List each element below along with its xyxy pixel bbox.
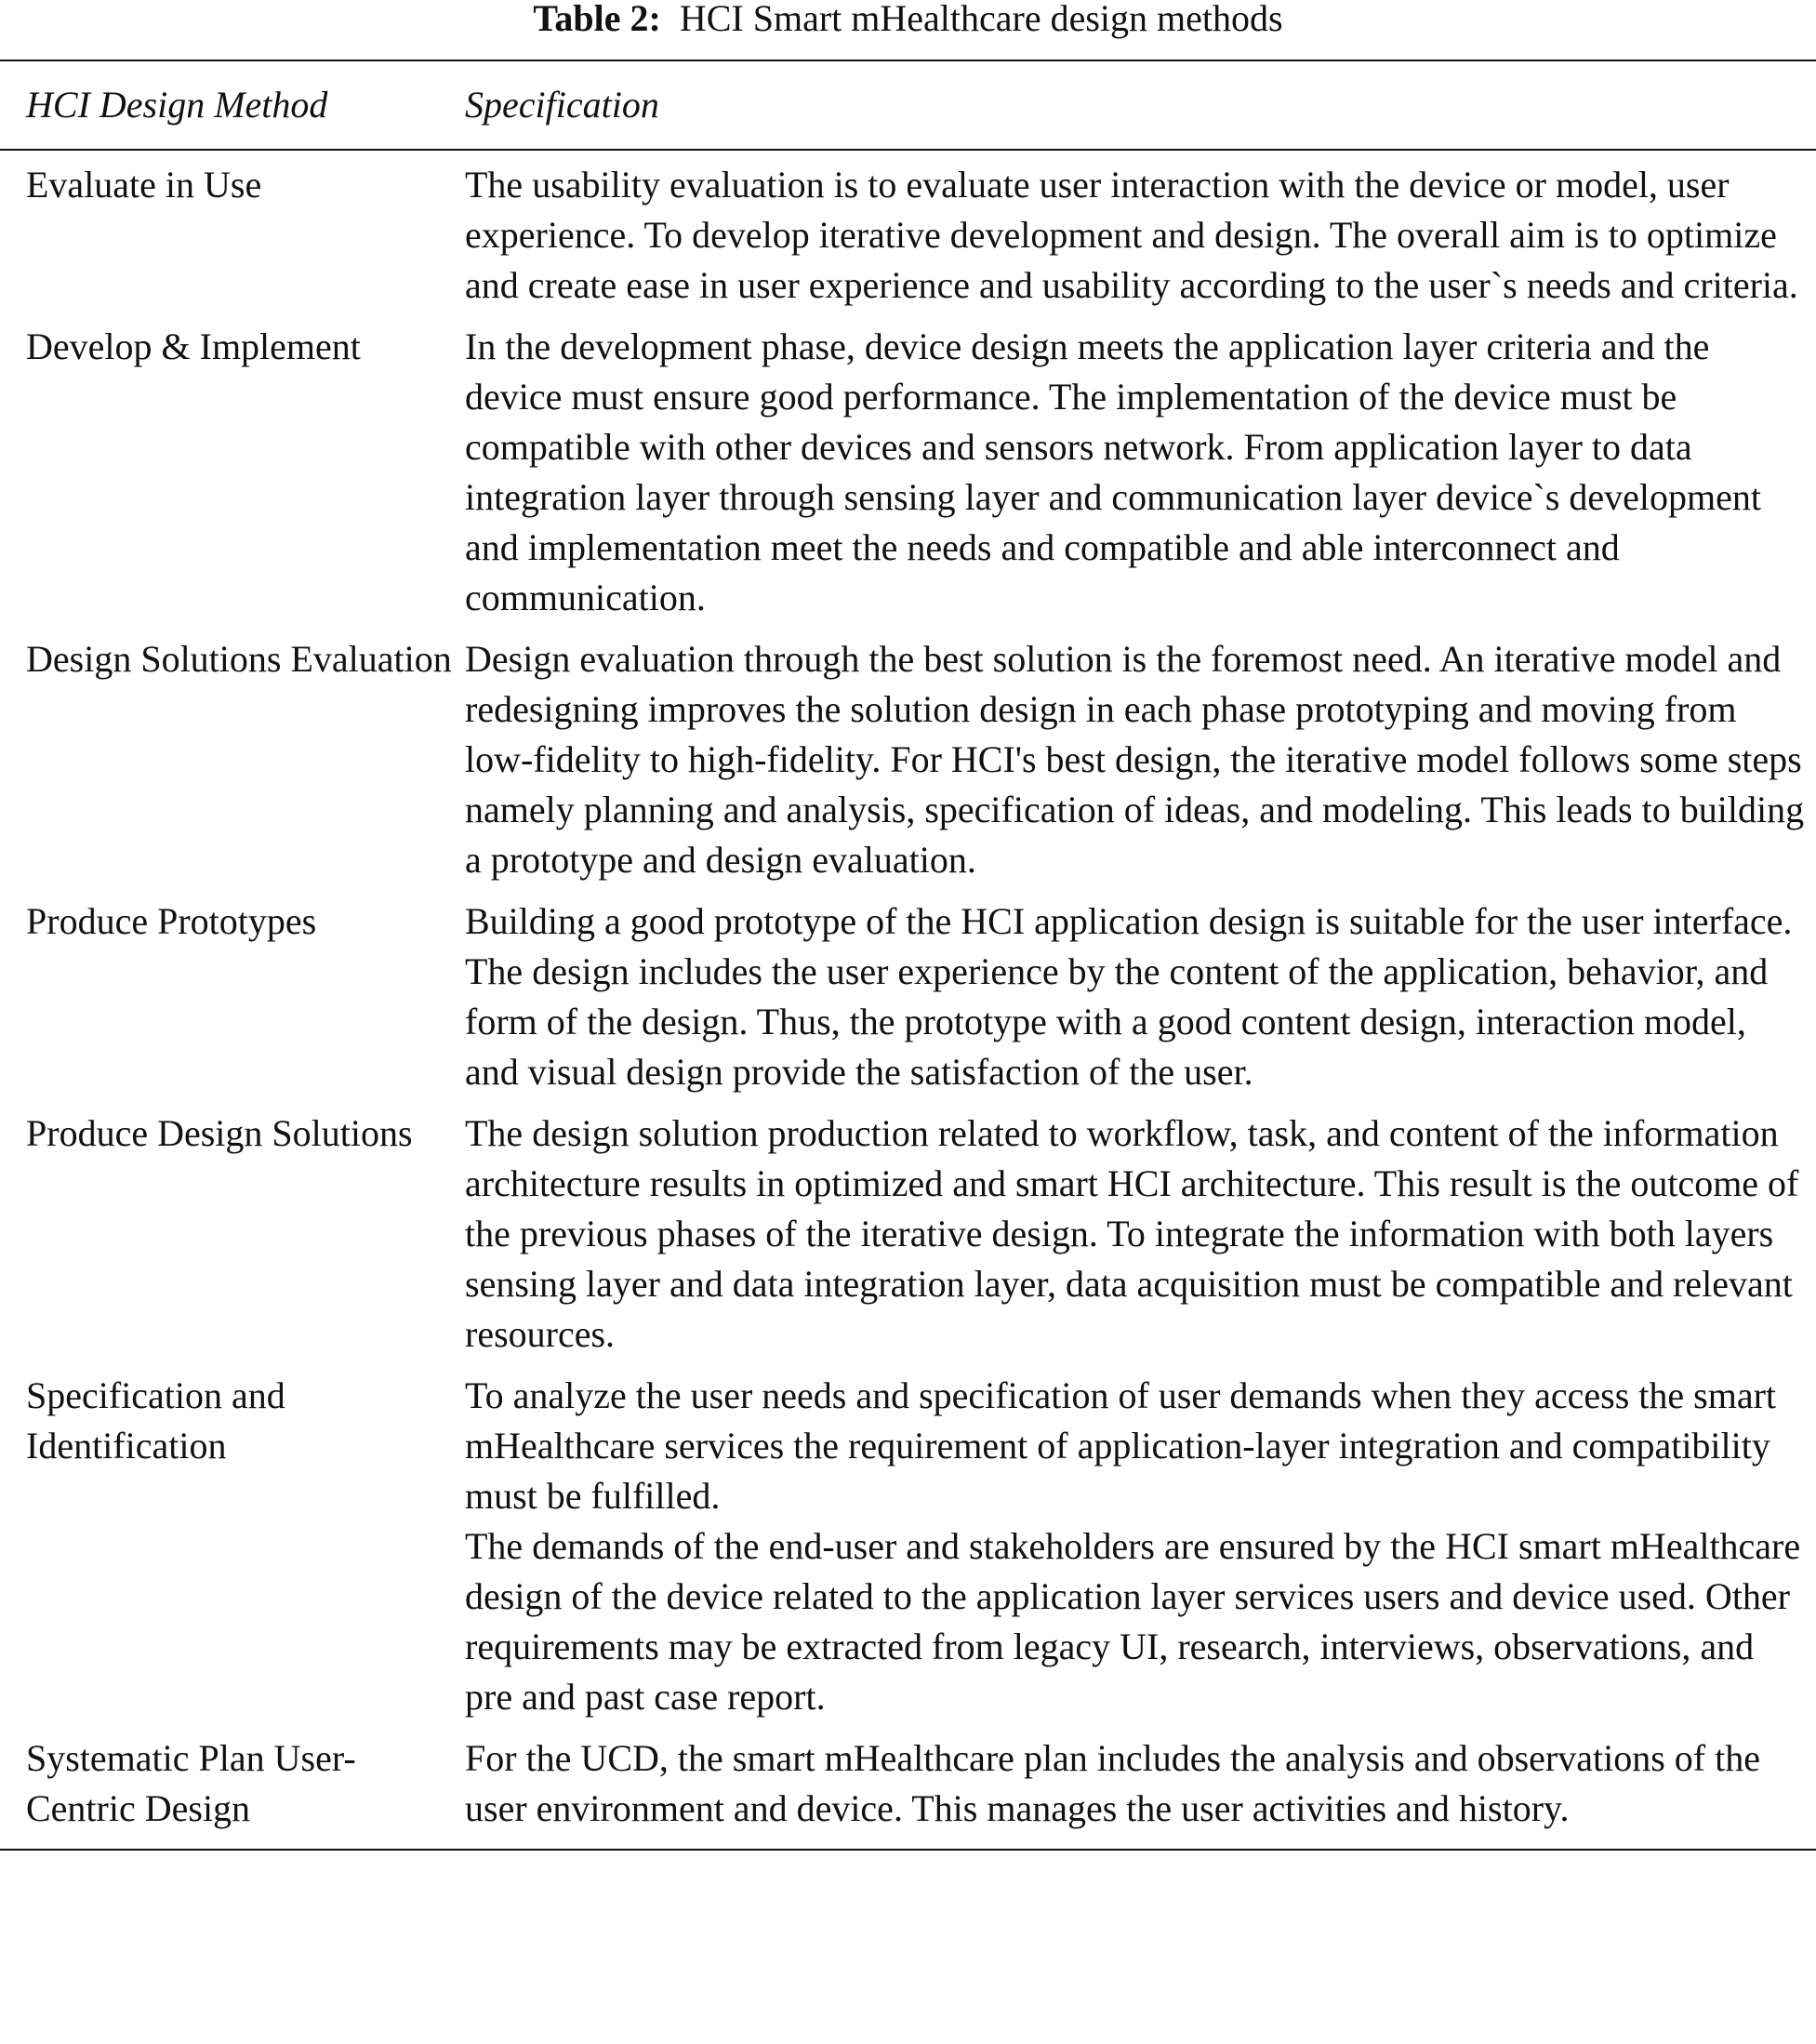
specification-paragraph: The usability evaluation is to evaluate user interaction with the device or model, user experience. To develop iterative development and design. The overall aim is to optimize and create ease in user experience and usability according to the user`s needs and criteria. <box>465 164 1798 306</box>
specification-cell <box>465 160 1816 311</box>
table-row <box>0 160 1816 311</box>
specification-cell <box>465 896 1816 1097</box>
specification-cell <box>465 322 1816 623</box>
specification-paragraph: Design evaluation through the best solution is the foremost need. An iterative model and redesigning improves the solution design in each phase prototyping and moving from low-fidelity to high-fidelity. For HCI's best design, the iterative model follows some steps namely planning and analysis, specification of ideas, and modeling. This leads to building a prototype and design evaluation. <box>465 638 1805 881</box>
table-row <box>0 634 1816 885</box>
methods-table <box>0 60 1816 1851</box>
specification-cell <box>465 1733 1816 1834</box>
method-cell: Specification and Identification <box>26 1374 285 1467</box>
specification-paragraph: To analyze the user needs and specification of user demands when they access the smart mHealthcare services the requirement of application-layer integration and compatibility must be fulfilled. <box>465 1374 1776 1517</box>
method-cell: Systematic Plan User-Centric Design <box>26 1737 356 1829</box>
specification-paragraph: In the development phase, device design meets the application layer criteria and the device must ensure good performance. The implementation of the device must be compatible with other devices and sensors network. From application layer to data integration layer through sensing layer and communication layer device`s development and implementation meet the needs and compatible and able interconnect and communication. <box>465 325 1761 618</box>
specification-paragraph: The design includes the user experience by the content of the application, behavior, and form of the design. Thus, the prototype with a good content design, interaction model, and visual design provide the satisfaction of the user. <box>465 950 1769 1093</box>
table-row <box>0 1108 1816 1360</box>
specification-cell <box>465 1108 1816 1360</box>
specification-paragraph: The design solution production related to workflow, task, and content of the information architecture results in optimized and smart HCI architecture. This result is the outcome of the previous phases of the iterative design. To integrate the information with both layers sensing layer and data integration layer, data acquisition must be compatible and relevant resources. <box>465 1112 1799 1355</box>
method-cell: Produce Design Solutions <box>26 1112 413 1154</box>
specification-paragraph: The demands of the end-user and stakeholders are ensured by the HCI smart mHealthcare design of the device related to the application layer services users and device used. Other requirements may be extracted from legacy UI, research, interviews, observations, and pre and past case report. <box>465 1525 1801 1718</box>
table-row <box>0 1371 1816 1722</box>
specification-paragraph: Building a good prototype of the HCI application design is suitable for the user interface. <box>465 900 1793 942</box>
caption-label: Table 2: <box>533 0 661 39</box>
header-specification: Specification <box>465 84 659 126</box>
caption-title: HCI Smart mHealthcare design methods <box>679 0 1283 39</box>
table-row <box>0 1733 1816 1834</box>
method-cell: Develop & Implement <box>26 325 361 367</box>
table-row <box>0 896 1816 1097</box>
header-method: HCI Design Method <box>26 84 328 126</box>
specification-cell <box>465 1371 1816 1722</box>
method-cell: Design Solutions Evaluation <box>26 638 452 680</box>
table-header-row <box>0 61 1816 149</box>
table-bottom-rule <box>0 1849 1816 1851</box>
specification-paragraph: For the UCD, the smart mHealthcare plan includes the analysis and observations of the user environment and device. This manages the user activities and history. <box>465 1737 1760 1829</box>
method-cell: Evaluate in Use <box>26 164 262 206</box>
table-row <box>0 322 1816 623</box>
specification-cell <box>465 634 1816 885</box>
table-caption <box>0 0 1816 37</box>
method-cell: Produce Prototypes <box>26 900 317 942</box>
table-body <box>0 151 1816 1849</box>
